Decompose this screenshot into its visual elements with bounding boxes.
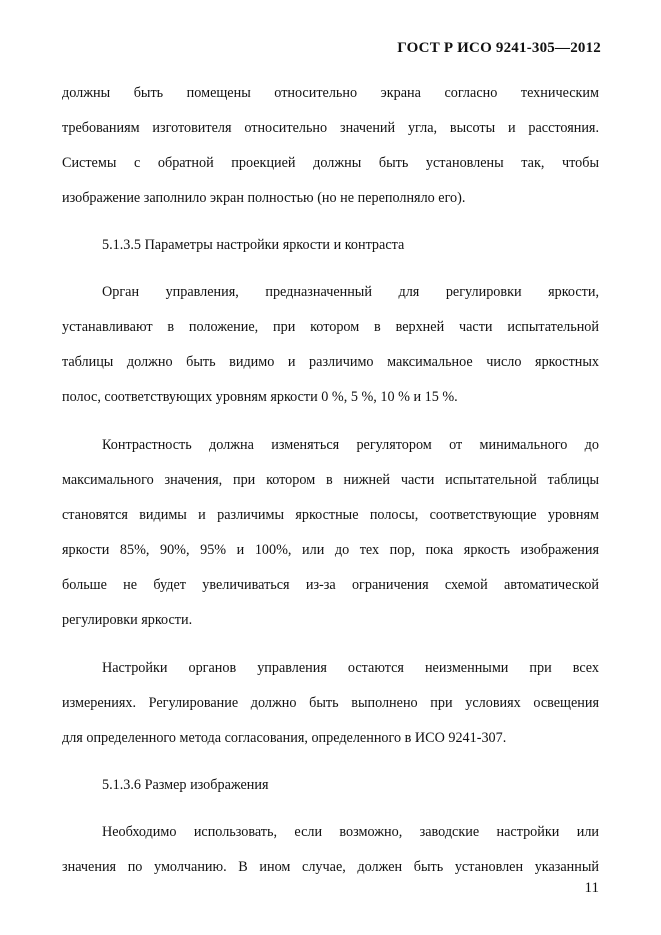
paragraph-1 — [62, 76, 599, 216]
section-heading-text: 5.1.3.6 Размер изображения — [102, 777, 269, 793]
text-line: Необходимо использовать, если возможно, заводские настройки или — [102, 824, 599, 840]
text-line: для определенного метода согласования, определенного в ИСО 9241-307. — [62, 730, 507, 746]
text-line: регулировки яркости. — [62, 612, 193, 628]
text-line: Орган управления, предназначенный для регулировки яркости, — [102, 284, 599, 300]
paragraph-4 — [62, 651, 599, 756]
text-line: яркости 85%, 90%, 95% и 100%, или до тех пор, пока яркость изображения — [62, 542, 599, 558]
text-line: требованиям изготовителя относительно значений угла, высоты и расстояния. — [62, 120, 599, 136]
text-line: изображение заполнило экран полностью (но не переполняло его). — [62, 190, 466, 206]
text-line: таблицы должно быть видимо и различимо максимальное число яркостных — [62, 354, 599, 370]
text-line: должны быть помещены относительно экрана согласно техническим — [62, 85, 599, 101]
paragraph-2 — [62, 275, 599, 415]
section-heading-text: 5.1.3.5 Параметры настройки яркости и контраста — [102, 237, 405, 253]
text-line: Настройки органов управления остаются неизменными при всех — [102, 660, 599, 676]
page-number: 11 — [584, 880, 599, 896]
paragraph-3 — [62, 428, 599, 638]
page-body — [62, 76, 599, 885]
text-line: максимального значения, при котором в нижней части испытательной таблицы — [62, 472, 599, 488]
text-line: полос, соответствующих уровням яркости 0 %, 5 %, 10 % и 15 %. — [62, 389, 458, 405]
text-line: устанавливают в положение, при котором в верхней части испытательной — [62, 319, 599, 335]
text-line: измерениях. Регулирование должно быть выполнено при условиях освещения — [62, 695, 599, 711]
text-line: Системы с обратной проекцией должны быть установлены так, чтобы — [62, 155, 599, 171]
document-header: ГОСТ Р ИСО 9241-305—2012 — [397, 40, 601, 56]
section-heading-5-1-3-6 — [62, 768, 599, 803]
text-line: больше не будет увеличиваться из-за ограничения схемой автоматической — [62, 577, 599, 593]
text-line: становятся видимы и различимы яркостные полосы, соответствующие уровням — [62, 507, 599, 523]
text-line: Контрастность должна изменяться регулятором от минимального до — [102, 437, 599, 453]
paragraph-5 — [62, 815, 599, 885]
text-line: значения по умолчанию. В ином случае, должен быть установлен указанный — [62, 859, 599, 875]
section-heading-5-1-3-5 — [62, 228, 599, 263]
